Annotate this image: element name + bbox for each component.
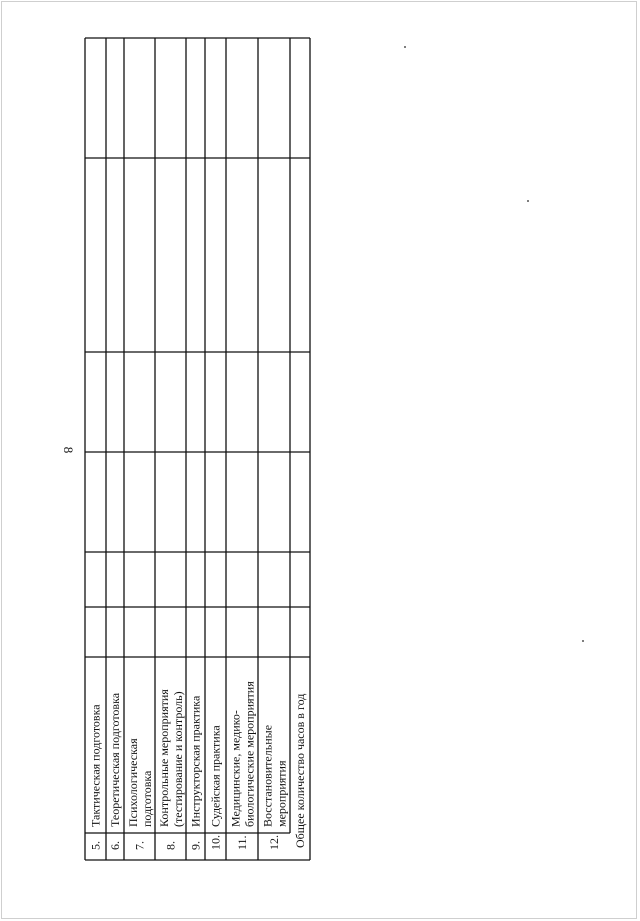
- row-label: мероприятия: [274, 760, 289, 827]
- row-number: 10.: [208, 835, 223, 850]
- row-number: 8.: [163, 841, 178, 850]
- row-number: 7.: [132, 841, 147, 850]
- row-number: 11.: [235, 835, 249, 850]
- row-label: Инструкторская практика: [188, 695, 203, 827]
- total-hours-label: Общее количество часов в год: [293, 693, 307, 848]
- page-number: 8: [61, 446, 76, 454]
- row-label: подготовка: [139, 770, 154, 827]
- row-number: 6.: [108, 841, 122, 850]
- row-label: Психологическая: [126, 738, 141, 827]
- row-label: Тактическая подготовка: [88, 704, 103, 827]
- row-label: Медицинские, медико-: [228, 710, 243, 827]
- row-label: Контрольные мероприятия: [157, 689, 172, 827]
- row-label: биологические мероприятия: [242, 681, 257, 827]
- row-label: Судейская практика: [208, 725, 223, 827]
- row-label: Восстановительные: [260, 724, 275, 827]
- row-number: 9.: [188, 841, 203, 850]
- row-number: 5.: [88, 841, 103, 850]
- page-border: [1, 1, 637, 919]
- row-number: 12.: [267, 835, 281, 850]
- row-label: (тестирование и контроль): [170, 691, 185, 827]
- row-label: Теоретическая подготовка: [108, 692, 122, 827]
